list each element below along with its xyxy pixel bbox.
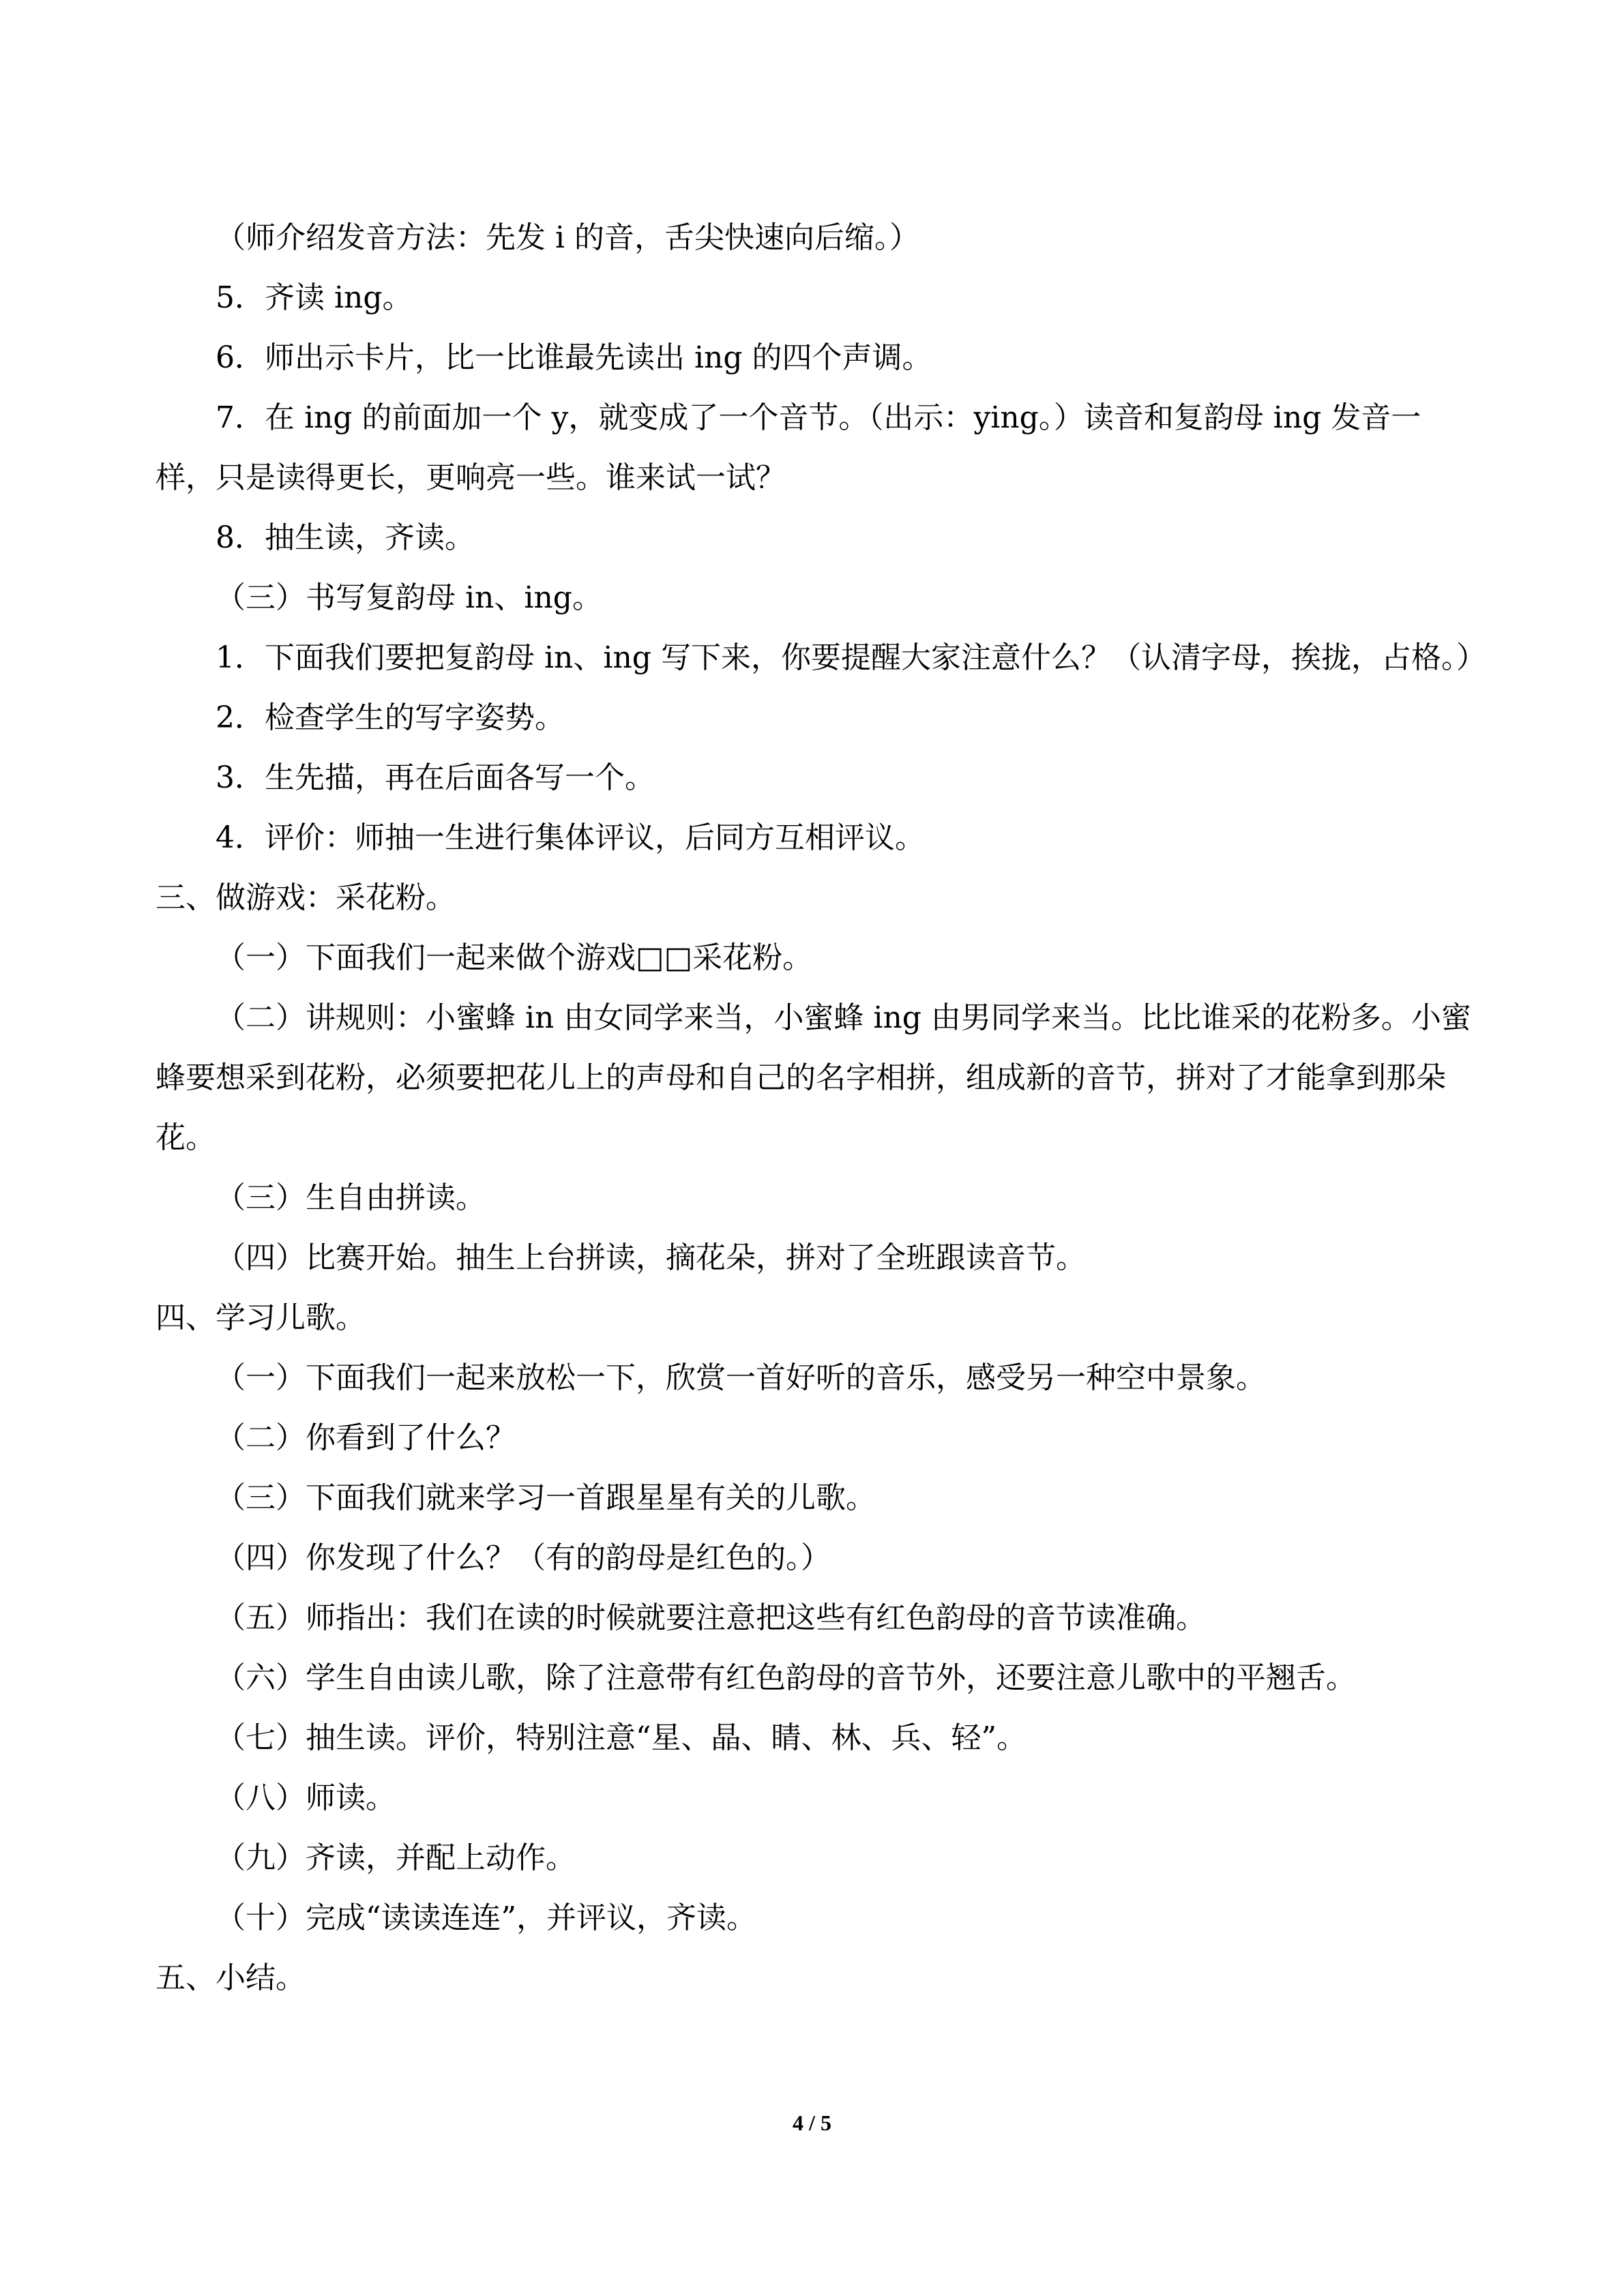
body-paragraph: 7．在 ing 的前面加一个 y，就变成了一个音节。（出示：ying。）读音和复韵母 ing 发音一样，只是读得更长，更响亮一些。谁来试一试？ — [156, 400, 1421, 495]
body-paragraph: （三）书写复韵母 in、ing。 — [216, 580, 602, 615]
body-paragraph: （五）师指出：我们在读的时候就要注意把这些有红色韵母的音节读准确。 — [216, 1600, 1206, 1635]
section-heading: 三、做游戏：采花粉。 — [156, 880, 456, 915]
body-paragraph: （八）师读。 — [216, 1780, 396, 1815]
page-number: 4 / 5 — [793, 2111, 831, 2135]
body-paragraph: （二）讲规则：小蜜蜂 in 由女同学来当，小蜜蜂 ing 由男同学来当。比比谁采的花粉多。小蜜蜂要想采到花粉，必须要把花儿上的声母和自己的名字相拼，组成新的音节，拼对了才能拿到那朵花。 — [156, 1000, 1471, 1155]
body-paragraph: 1．下面我们要把复韵母 in、ing 写下来，你要提醒大家注意什么？（认清字母，挨拢，占格。） — [216, 640, 1486, 675]
body-paragraph: 6．师出示卡片，比一比谁最先读出 ing 的四个声调。 — [216, 340, 932, 375]
body-paragraph: 4．评价：师抽一生进行集体评议，后同方互相评议。 — [216, 820, 925, 855]
body-paragraph: （四）比赛开始。抽生上台拼读，摘花朵，拼对了全班跟读音节。 — [216, 1240, 1086, 1275]
body-paragraph: （四）你发现了什么？（有的韵母是红色的。） — [216, 1540, 831, 1575]
body-paragraph: （七）抽生读。评价，特别注意“星、晶、睛、林、兵、轻”。 — [216, 1720, 1027, 1755]
body-paragraph: （三）下面我们就来学习一首跟星星有关的儿歌。 — [216, 1480, 876, 1515]
body-paragraph: （三）生自由拼读。 — [216, 1180, 486, 1215]
section-heading: 四、学习儿歌。 — [156, 1300, 366, 1335]
body-paragraph: （二）你看到了什么？ — [216, 1420, 516, 1455]
document-body — [156, 208, 1486, 2008]
body-paragraph: （十）完成“读读连连”，并评议，齐读。 — [216, 1900, 756, 1935]
section-heading: 五、小结。 — [156, 1960, 306, 1995]
body-paragraph: 8．抽生读，齐读。 — [216, 520, 475, 555]
body-paragraph: 3．生先描，再在后面各写一个。 — [216, 760, 655, 795]
body-paragraph: （一）下面我们一起来放松一下，欣赏一首好听的音乐，感受另一种空中景象。 — [216, 1360, 1266, 1395]
body-paragraph: （一）下面我们一起来做个游戏□□采花粉。 — [216, 940, 813, 975]
body-paragraph: 5．齐读 ing。 — [216, 280, 413, 315]
body-paragraph: （六）学生自由读儿歌，除了注意带有红色韵母的音节外，还要注意儿歌中的平翘舌。 — [216, 1660, 1356, 1695]
body-paragraph: （九）齐读，并配上动作。 — [216, 1840, 576, 1875]
body-paragraph: （师介绍发音方法：先发 i 的音，舌尖快速向后缩。） — [216, 220, 920, 255]
body-paragraph: 2．检查学生的写字姿势。 — [216, 700, 565, 735]
